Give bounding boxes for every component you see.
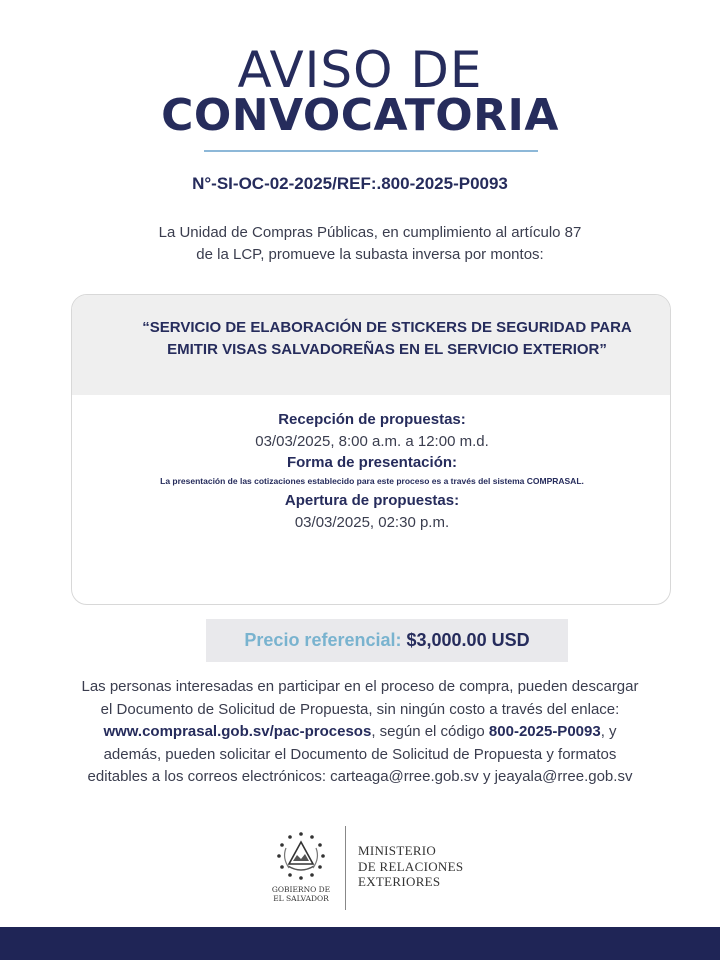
seal-caption-line-1: GOBIERNO DE xyxy=(271,885,331,894)
reception-value: 03/03/2025, 8:00 a.m. a 12:00 m.d. xyxy=(255,433,489,450)
seal-caption xyxy=(255,885,347,903)
ministry-line-2: DE RELACIONES xyxy=(358,858,464,874)
form-label: Forma de presentación: xyxy=(286,454,458,471)
card-body xyxy=(72,409,671,533)
service-title-line-2: EMITIR VISAS SALVADOREÑAS EN EL SERVICIO EXTERIOR” xyxy=(167,341,607,358)
ministry-line-3: EXTERIORES xyxy=(358,874,441,889)
footer-bar xyxy=(0,927,720,960)
logo-divider xyxy=(345,826,346,910)
opening-label: Apertura de propuestas: xyxy=(284,492,460,509)
title-line-2: CONVOCATORIA xyxy=(161,90,559,141)
process-code: 800-2025-P0093 xyxy=(488,723,601,740)
info-text-1: Las personas interesadas en participar en el proceso de compra, pueden descargar el Documento de Solicitud de Propuesta, sin ningún costo a través del enlace: xyxy=(81,678,639,718)
reference-price xyxy=(206,619,568,662)
card-header xyxy=(72,295,671,395)
info-paragraph xyxy=(80,676,640,789)
title-line-1: AVISO DE xyxy=(237,41,483,99)
intro-text xyxy=(110,222,630,266)
title-underline xyxy=(204,150,538,152)
reference-number: N°-SI-OC-02-2025/REF:.800-2025-P0093 xyxy=(192,174,508,193)
comprasal-link[interactable]: www.comprasal.gob.sv/pac-procesos xyxy=(103,723,372,740)
service-title-line-1: “SERVICIO DE ELABORACIÓN DE STICKERS DE SEGURIDAD PARA xyxy=(142,319,632,336)
reception-label: Recepción de propuestas: xyxy=(278,411,466,428)
opening-value: 03/03/2025, 02:30 p.m. xyxy=(294,514,450,531)
seal-caption-line-2: EL SALVADOR xyxy=(273,894,329,903)
info-text-3: , y además, pueden solicitar el Documento de Solicitud de Propuesta y formatos editables a los correos electrónicos: carteaga@rree.gob.sv y jeayala@rree.gob.sv xyxy=(87,723,633,785)
price-label: Precio referencial: xyxy=(244,630,402,650)
form-value: La presentación de las cotizaciones establecido para este proceso es a través del sistema COMPRASAL. xyxy=(160,476,584,486)
details-card xyxy=(71,294,671,605)
info-text-2: , según el código xyxy=(371,723,489,740)
ministry-name xyxy=(358,843,518,890)
price-value: $3,000.00 USD xyxy=(406,630,530,650)
intro-line-2: de la LCP, promueve la subasta inversa por montos: xyxy=(196,246,544,263)
service-title xyxy=(122,317,652,361)
intro-line-1: La Unidad de Compras Públicas, en cumplimiento al artículo 87 xyxy=(158,224,582,241)
ministry-line-1: MINISTERIO xyxy=(358,843,437,858)
